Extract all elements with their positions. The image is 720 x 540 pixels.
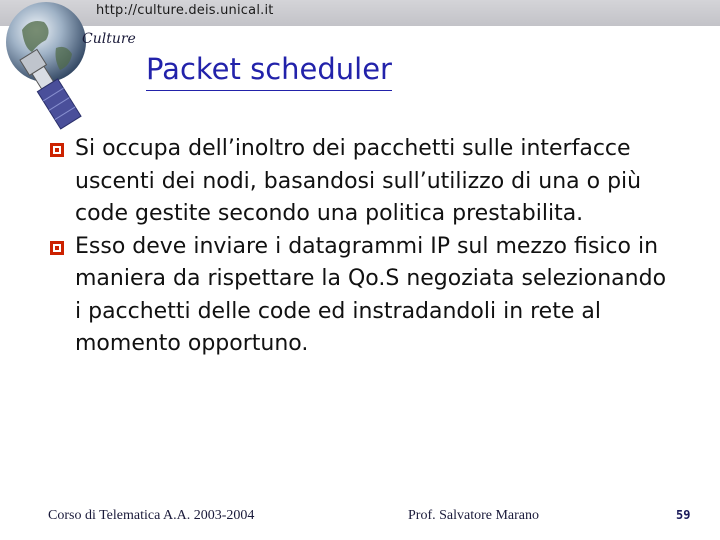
header-url: http://culture.deis.unical.it: [96, 3, 274, 18]
bullet-list: [49, 133, 669, 361]
logo-wordmark: Culture: [82, 31, 136, 47]
red-square-bullet-icon: [49, 240, 65, 256]
footer-author: Prof. Salvatore Marano: [408, 508, 540, 523]
footer-course: Corso di Telematica A.A. 2003-2004: [48, 508, 255, 523]
globe-satellite-logo: [0, 0, 140, 140]
globe-icon: [0, 0, 140, 140]
slide-title: Packet scheduler: [146, 50, 392, 91]
red-square-bullet-icon: [49, 142, 65, 158]
bullet-item: [49, 231, 669, 361]
bullet-text: Esso deve inviare i datagrammi IP sul mezzo fisico in maniera da rispettare la Qo.S negoziata selezionando i pacchetti delle code ed instradandoli in rete al momento opportuno.: [75, 233, 667, 356]
bullet-text: Si occupa dell’inoltro dei pacchetti sulle interfacce uscenti dei nodi, basandosi sull’utilizzo di una o più code gestite secondo una politica prestabilita.: [75, 136, 642, 226]
bullet-item: [49, 133, 669, 231]
page-number: 59: [676, 508, 691, 522]
